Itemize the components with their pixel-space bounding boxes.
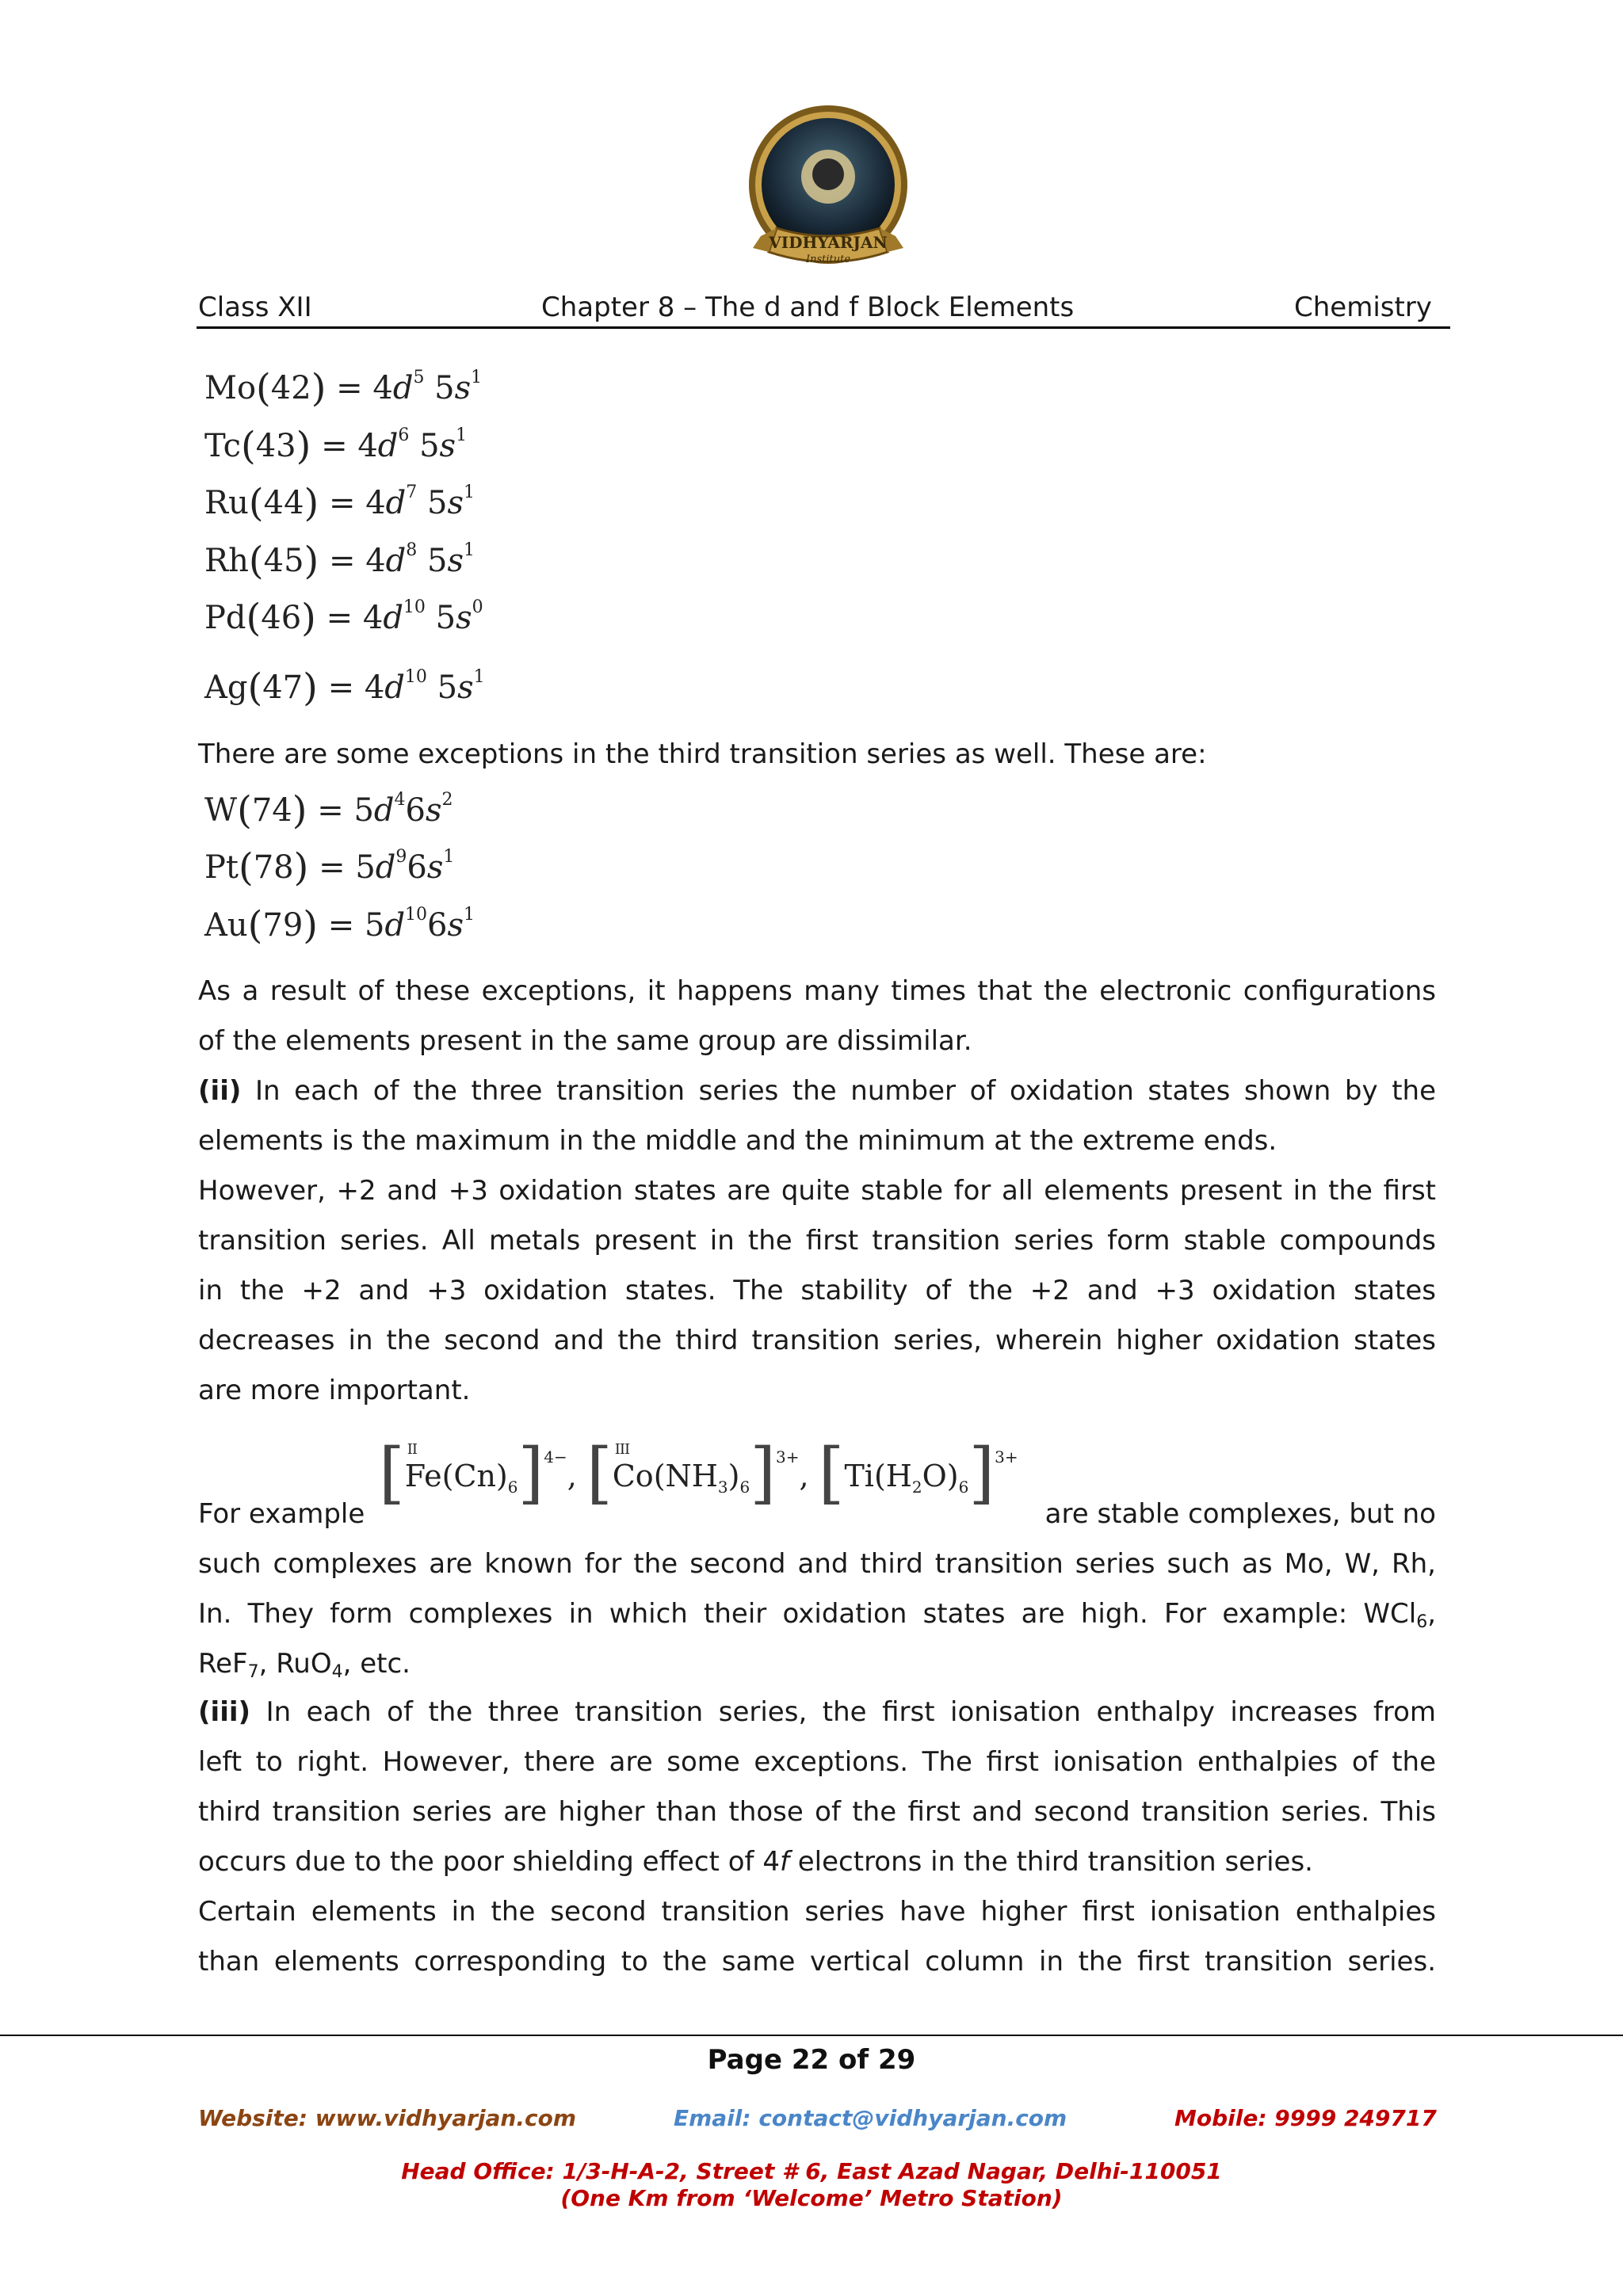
logo-text: VIDHYARJAN bbox=[769, 233, 888, 252]
paragraph-iii: (iii) In each of the three transition series, the first ionisation enthalpy increases from left to right. However, there are some exceptions. The first ionisation enthalpies of the third transition series are higher than those of the first and second transition series. This occurs due to the poor shielding effect of 4f electrons in the third transition series. bbox=[198, 1696, 1436, 1878]
paragraph-exceptions: As a result of these exceptions, it happens many times that the electronic configurations of the elements present in the same group are dissimilar. bbox=[198, 975, 1436, 1057]
footer-head-office: Head Office: 1/3-H-A-2, Street # 6, East Azad Nagar, Delhi-110051 bbox=[401, 2158, 1222, 2184]
config-ag: $Ag(47) = 4d^{10}$ $5s^1$ bbox=[204, 666, 485, 710]
footer-website[interactable]: Website: www.vidhyarjan.com bbox=[198, 2105, 577, 2131]
config-rh: $Rh(45) = 4d^8$ $5s^1$ bbox=[204, 539, 475, 583]
header-class: Class XII bbox=[198, 292, 312, 323]
vidhyarjan-logo bbox=[729, 101, 927, 292]
config-ru: $Ru(44) = 4d^7$ $5s^1$ bbox=[204, 481, 475, 525]
paragraph-for-example-lead: For example bbox=[198, 1498, 365, 1530]
paragraph-complexes: such complexes are known for the second and third transition series such as Mo, W, Rh, In. They form complexes in which their oxidation states are high. For example: WCl$_6$, ReF$_7$, RuO$_4$, etc. bbox=[198, 1548, 1436, 1682]
config-mo: $Mo(42) = 4d^5$ $5s^1$ bbox=[204, 366, 483, 410]
header-rule bbox=[197, 326, 1450, 329]
footer-mobile: Mobile: 9999 249717 bbox=[1174, 2105, 1437, 2131]
config-au: $Au(79) = 5d^{10}6s^1$ bbox=[204, 903, 475, 948]
config-w: $W(74) = 5d^46s^2$ bbox=[204, 788, 453, 833]
intro-third-series: There are some exceptions in the third transition series as well. These are: bbox=[198, 738, 1207, 770]
complex-formulas: [ II $Fe(Cn)_6]^{4-}$, [ III $Co(NH_3)_6]^{3+}$, $[Ti(H_2O)_6]^{3+}$ bbox=[379, 1434, 1018, 1512]
footer-head-office-note: (One Km from ‘Welcome’ Metro Station) bbox=[560, 2185, 1063, 2211]
paragraph-for-example-tail: are stable complexes, but no bbox=[1044, 1498, 1436, 1530]
header-chapter: Chapter 8 – The d and f Block Elements bbox=[541, 292, 1075, 323]
header-subject: Chemistry bbox=[1294, 292, 1432, 323]
paragraph-oxidation-stability: However, +2 and +3 oxidation states are quite stable for all elements present in the first transition series. All metals present in the first transition series form stable compounds in the +2 and +3 oxidation states. The stability of the +2 and +3 oxidation states decreases in the second and the third transition series, wherein higher oxidation states are more important. bbox=[198, 1175, 1436, 1406]
config-pt: $Pt(78) = 5d^96s^1$ bbox=[204, 845, 455, 890]
config-tc: $Tc(43) = 4d^6$ $5s^1$ bbox=[204, 424, 468, 468]
paragraph-second-series: Certain elements in the second transition series have higher first ionisation enthalpies than elements corresponding to the same vertical column in the first transition series. bbox=[198, 1896, 1436, 1978]
page-number: Page 22 of 29 bbox=[707, 2044, 916, 2076]
paragraph-ii: (ii) In each of the three transition series the number of oxidation states shown by the elements is the maximum in the middle and the minimum at the extreme ends. bbox=[198, 1075, 1436, 1157]
logo-subtext: Institute bbox=[805, 254, 851, 265]
footer-email[interactable]: Email: contact@vidhyarjan.com bbox=[674, 2105, 1067, 2131]
footer-rule bbox=[0, 2035, 1623, 2036]
config-pd: $Pd(46) = 4d^{10}$ $5s^0$ bbox=[204, 596, 483, 640]
